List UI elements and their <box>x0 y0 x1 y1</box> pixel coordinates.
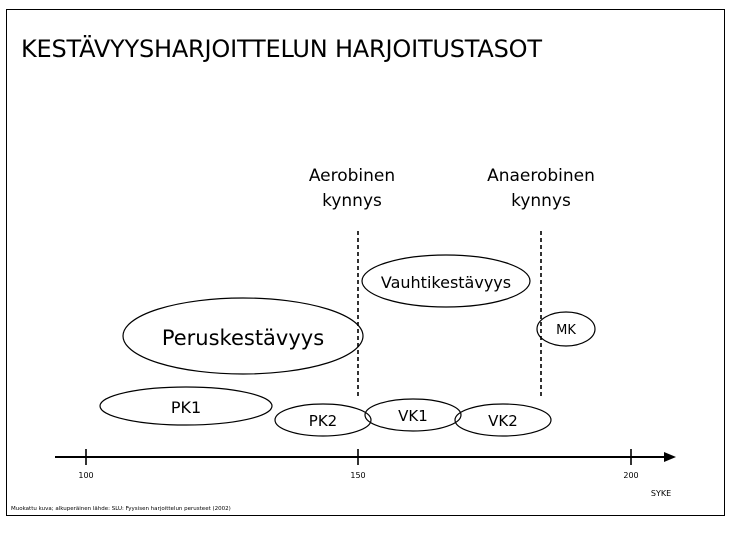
aerobic-threshold-label-line1: Aerobinen <box>308 166 396 186</box>
axis-tick-label-100: 100 <box>78 471 94 480</box>
axis-tick-label-150: 150 <box>350 471 366 480</box>
slide-title: KESTÄVYYSHARJOITTELUN HARJOITUSTASOT <box>21 35 542 63</box>
source-citation: Muokattu kuva; alkuperäinen lähde: SLU: Fyysisen harjoittelun perusteet (2002) <box>11 506 231 512</box>
zone-vk2-label: VK2 <box>488 412 518 430</box>
zone-pk2-label: PK2 <box>308 412 338 430</box>
axis-label-syke: SYKE <box>650 489 672 498</box>
anaerobic-threshold-label-line2: kynnys <box>511 191 571 211</box>
zone-vk1-label: VK1 <box>398 407 428 425</box>
syke-axis-arrowhead <box>664 452 676 462</box>
aerobic-threshold-label-line2: kynnys <box>322 191 382 211</box>
zone-mk-label: MK <box>556 323 576 338</box>
zone-pk1-label: PK1 <box>170 398 202 417</box>
axis-tick-label-200: 200 <box>623 471 639 480</box>
anaerobic-threshold-label-line1: Anaerobinen <box>487 166 595 186</box>
zone-peruskestavyys-label: Peruskestävyys <box>161 326 325 350</box>
zone-vauhtikestavyys-label: Vauhtikestävyys <box>380 273 512 292</box>
